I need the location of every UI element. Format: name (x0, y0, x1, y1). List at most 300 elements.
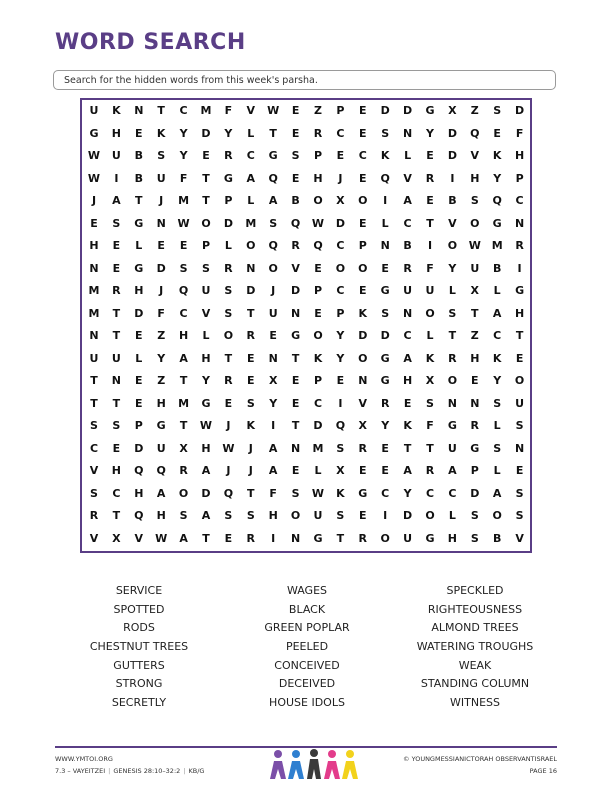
grid-letter[interactable]: K (246, 419, 256, 432)
grid-letter[interactable]: S (493, 396, 502, 410)
grid-letter[interactable]: E (135, 374, 143, 387)
grid-letter[interactable]: D (223, 216, 233, 230)
grid-letter[interactable]: V (246, 104, 256, 117)
grid-letter[interactable]: C (493, 329, 502, 342)
grid-letter[interactable]: C (246, 149, 255, 162)
grid-letter[interactable]: C (403, 329, 412, 342)
grid-letter[interactable]: D (380, 329, 390, 342)
grid-letter[interactable]: H (178, 329, 189, 342)
grid-letter[interactable]: N (290, 441, 301, 455)
grid-letter[interactable]: Y (269, 396, 278, 410)
grid-letter[interactable]: J (271, 284, 276, 297)
grid-letter[interactable]: G (268, 149, 278, 162)
grid-letter[interactable]: H (470, 351, 480, 365)
grid-letter[interactable]: W (468, 239, 481, 252)
grid-letter[interactable]: E (291, 464, 300, 477)
grid-letter[interactable]: V (515, 531, 524, 545)
grid-letter[interactable]: A (448, 464, 457, 477)
grid-letter[interactable]: D (313, 419, 323, 432)
grid-letter[interactable]: L (381, 216, 389, 230)
grid-letter[interactable]: A (268, 464, 278, 477)
grid-letter[interactable]: U (403, 284, 413, 297)
grid-letter[interactable]: Z (157, 374, 166, 387)
grid-letter[interactable]: A (492, 486, 502, 500)
grid-letter[interactable]: Q (268, 239, 278, 252)
grid-letter[interactable]: P (336, 306, 345, 320)
grid-letter[interactable]: P (313, 149, 323, 162)
grid-letter[interactable]: S (224, 284, 233, 297)
grid-letter[interactable]: R (313, 126, 323, 140)
grid-letter[interactable]: N (470, 396, 480, 410)
grid-letter[interactable]: Q (134, 464, 144, 477)
grid-letter[interactable]: S (291, 149, 300, 162)
grid-letter[interactable]: Z (470, 329, 479, 342)
grid-letter[interactable]: J (226, 419, 231, 432)
grid-letter[interactable]: S (90, 419, 98, 432)
grid-letter[interactable]: O (290, 509, 301, 522)
grid-letter[interactable]: A (112, 194, 121, 207)
grid-letter[interactable]: L (135, 351, 143, 365)
grid-letter[interactable]: V (403, 171, 412, 185)
grid-letter[interactable]: Q (313, 239, 323, 252)
grid-letter[interactable]: N (290, 306, 301, 320)
grid-letter[interactable]: U (447, 441, 457, 455)
grid-letter[interactable]: E (381, 441, 389, 455)
grid-letter[interactable]: Y (403, 486, 412, 500)
grid-letter[interactable]: I (338, 396, 343, 410)
grid-letter[interactable]: C (515, 194, 524, 207)
grid-letter[interactable]: S (470, 531, 479, 545)
grid-letter[interactable]: K (156, 126, 166, 140)
grid-letter[interactable]: D (403, 509, 413, 522)
grid-letter[interactable]: T (179, 374, 188, 387)
grid-letter[interactable]: H (156, 509, 166, 522)
grid-letter[interactable]: U (89, 351, 99, 365)
grid-letter[interactable]: N (268, 351, 278, 365)
grid-letter[interactable]: N (380, 239, 390, 252)
grid-letter[interactable]: J (91, 194, 97, 207)
grid-letter[interactable]: F (224, 104, 233, 117)
grid-letter[interactable]: H (470, 171, 480, 185)
grid-letter[interactable]: W (155, 531, 168, 545)
grid-letter[interactable]: R (179, 464, 188, 477)
grid-letter[interactable]: R (470, 419, 480, 432)
grid-letter[interactable]: F (179, 171, 188, 185)
grid-letter[interactable]: J (248, 441, 253, 455)
grid-letter[interactable]: T (247, 306, 255, 320)
grid-letter[interactable]: J (159, 194, 164, 207)
grid-letter[interactable]: P (224, 194, 233, 207)
grid-letter[interactable]: T (426, 216, 434, 230)
grid-letter[interactable]: T (112, 329, 121, 342)
grid-letter[interactable]: F (426, 419, 434, 432)
grid-letter[interactable]: Y (179, 126, 188, 140)
grid-letter[interactable]: H (156, 396, 166, 410)
grid-letter[interactable]: E (135, 126, 143, 140)
grid-letter[interactable]: E (336, 149, 345, 162)
grid-letter[interactable]: E (426, 194, 434, 207)
grid-letter[interactable]: G (492, 216, 502, 230)
grid-letter[interactable]: L (135, 239, 143, 252)
grid-letter[interactable]: R (246, 531, 256, 545)
grid-letter[interactable]: E (359, 464, 367, 477)
grid-letter[interactable]: E (247, 351, 255, 365)
grid-letter[interactable]: E (112, 261, 121, 275)
grid-letter[interactable]: R (358, 441, 368, 455)
grid-letter[interactable]: O (335, 261, 346, 275)
grid-letter[interactable]: S (157, 149, 166, 162)
grid-letter[interactable]: K (425, 351, 435, 365)
grid-letter[interactable]: E (135, 329, 143, 342)
grid-letter[interactable]: X (336, 464, 345, 477)
grid-letter[interactable]: C (313, 396, 323, 410)
grid-letter[interactable]: S (448, 306, 457, 320)
grid-letter[interactable]: G (156, 419, 166, 432)
grid-letter[interactable]: Y (448, 261, 457, 275)
grid-letter[interactable]: G (447, 419, 457, 432)
grid-letter[interactable]: K (403, 419, 412, 432)
grid-letter[interactable]: L (202, 329, 210, 342)
grid-letter[interactable]: V (134, 531, 144, 545)
grid-letter[interactable]: N (134, 104, 144, 117)
grid-letter[interactable]: J (226, 464, 231, 477)
grid-letter[interactable]: O (380, 531, 390, 545)
grid-letter[interactable]: G (201, 396, 211, 410)
grid-letter[interactable]: N (402, 306, 413, 320)
grid-letter[interactable]: S (470, 194, 479, 207)
grid-letter[interactable]: C (336, 284, 345, 297)
grid-letter[interactable]: L (224, 239, 232, 252)
grid-letter[interactable]: R (425, 171, 435, 185)
grid-letter[interactable]: E (336, 374, 345, 387)
grid-letter[interactable]: H (402, 374, 413, 387)
grid-letter[interactable]: A (179, 351, 188, 365)
grid-letter[interactable]: T (90, 396, 98, 410)
grid-letter[interactable]: P (201, 239, 211, 252)
grid-letter[interactable]: T (90, 374, 98, 387)
grid-letter[interactable]: L (314, 464, 322, 477)
grid-letter[interactable]: X (268, 374, 278, 387)
grid-letter[interactable]: U (156, 171, 166, 185)
grid-letter[interactable]: A (268, 441, 278, 455)
grid-letter[interactable]: G (358, 486, 368, 500)
grid-letter[interactable]: R (291, 239, 300, 252)
grid-letter[interactable]: Q (223, 486, 234, 500)
grid-letter[interactable]: K (380, 149, 390, 162)
grid-letter[interactable]: N (358, 374, 368, 387)
grid-letter[interactable]: R (515, 239, 524, 252)
grid-letter[interactable]: E (202, 149, 210, 162)
grid-letter[interactable]: X (470, 284, 480, 297)
grid-letter[interactable]: K (112, 104, 121, 117)
grid-letter[interactable]: X (448, 104, 457, 117)
grid-letter[interactable]: E (381, 464, 389, 477)
grid-letter[interactable]: S (381, 126, 390, 140)
grid-letter[interactable]: E (112, 441, 121, 455)
website-link[interactable]: WWW.YMTOI.ORG (55, 755, 113, 763)
grid-letter[interactable]: P (515, 171, 524, 185)
grid-letter[interactable]: B (492, 531, 502, 545)
grid-letter[interactable]: I (383, 509, 388, 522)
grid-letter[interactable]: L (493, 419, 501, 432)
grid-letter[interactable]: E (135, 396, 143, 410)
grid-letter[interactable]: D (380, 104, 390, 117)
grid-letter[interactable]: D (134, 306, 144, 320)
grid-letter[interactable]: S (246, 396, 255, 410)
grid-letter[interactable]: C (448, 486, 457, 500)
grid-letter[interactable]: C (179, 306, 188, 320)
grid-letter[interactable]: X (112, 531, 121, 545)
grid-letter[interactable]: R (224, 374, 233, 387)
grid-letter[interactable]: K (358, 306, 368, 320)
grid-letter[interactable]: I (427, 239, 433, 252)
grid-letter[interactable]: L (404, 149, 412, 162)
grid-letter[interactable]: R (246, 329, 256, 342)
grid-letter[interactable]: G (425, 104, 435, 117)
grid-letter[interactable]: U (425, 284, 435, 297)
grid-letter[interactable]: N (290, 531, 301, 545)
grid-letter[interactable]: C (403, 216, 412, 230)
grid-letter[interactable]: E (224, 531, 233, 545)
grid-letter[interactable]: W (199, 419, 213, 432)
grid-letter[interactable]: E (515, 464, 524, 477)
grid-letter[interactable]: Z (470, 104, 479, 117)
grid-letter[interactable]: T (269, 126, 277, 140)
grid-letter[interactable]: L (247, 194, 255, 207)
grid-letter[interactable]: G (515, 284, 525, 297)
grid-letter[interactable]: E (359, 284, 367, 297)
grid-letter[interactable]: O (313, 194, 323, 207)
grid-letter[interactable]: S (224, 306, 233, 320)
grid-letter[interactable]: V (470, 149, 480, 162)
grid-letter[interactable]: Y (224, 126, 233, 140)
grid-letter[interactable]: V (358, 396, 368, 410)
grid-letter[interactable]: A (492, 306, 502, 320)
grid-letter[interactable]: O (470, 216, 480, 230)
grid-letter[interactable]: K (336, 486, 345, 500)
grid-letter[interactable]: F (269, 486, 277, 500)
grid-letter[interactable]: Z (314, 104, 322, 117)
grid-letter[interactable]: M (245, 216, 257, 230)
grid-letter[interactable]: Q (470, 126, 480, 140)
grid-letter[interactable]: E (359, 509, 367, 522)
grid-letter[interactable]: Y (157, 351, 166, 365)
grid-letter[interactable]: G (89, 126, 99, 140)
grid-letter[interactable]: T (202, 171, 210, 185)
grid-letter[interactable]: L (493, 464, 501, 477)
grid-letter[interactable]: B (291, 194, 300, 207)
grid-letter[interactable]: D (201, 126, 211, 140)
grid-letter[interactable]: L (448, 509, 456, 522)
grid-letter[interactable]: W (87, 171, 101, 185)
grid-letter[interactable]: M (178, 396, 190, 410)
grid-letter[interactable]: E (112, 239, 121, 252)
grid-letter[interactable]: D (134, 441, 144, 455)
grid-letter[interactable]: S (515, 486, 524, 500)
grid-letter[interactable]: C (112, 486, 121, 500)
grid-letter[interactable]: H (111, 126, 121, 140)
grid-letter[interactable]: E (269, 329, 277, 342)
grid-letter[interactable]: T (448, 329, 457, 342)
grid-letter[interactable]: V (201, 306, 211, 320)
grid-letter[interactable]: Q (178, 284, 189, 297)
grid-letter[interactable]: O (514, 374, 525, 387)
grid-letter[interactable]: Q (290, 216, 301, 230)
grid-letter[interactable]: S (336, 441, 345, 455)
grid-letter[interactable]: Y (381, 419, 390, 432)
grid-letter[interactable]: G (380, 351, 390, 365)
grid-letter[interactable]: S (224, 509, 233, 522)
grid-letter[interactable]: R (112, 284, 121, 297)
grid-letter[interactable]: Y (179, 149, 188, 162)
grid-letter[interactable]: O (358, 194, 368, 207)
grid-letter[interactable]: E (359, 216, 367, 230)
grid-letter[interactable]: O (492, 509, 502, 522)
grid-letter[interactable]: D (358, 329, 368, 342)
grid-letter[interactable]: S (493, 441, 502, 455)
grid-letter[interactable]: W (311, 486, 325, 500)
grid-letter[interactable]: L (493, 284, 501, 297)
grid-letter[interactable]: S (291, 486, 300, 500)
grid-letter[interactable]: U (156, 441, 166, 455)
grid-letter[interactable]: D (447, 149, 457, 162)
grid-letter[interactable]: X (179, 441, 188, 455)
grid-letter[interactable]: G (223, 171, 233, 185)
grid-letter[interactable]: Y (336, 329, 345, 342)
grid-letter[interactable]: G (380, 284, 390, 297)
grid-letter[interactable]: D (403, 104, 413, 117)
grid-letter[interactable]: C (381, 486, 390, 500)
grid-letter[interactable]: H (447, 531, 457, 545)
grid-letter[interactable]: E (291, 374, 300, 387)
grid-letter[interactable]: R (89, 509, 99, 522)
grid-letter[interactable]: V (89, 464, 99, 477)
grid-letter[interactable]: U (89, 104, 99, 117)
grid-letter[interactable]: E (403, 396, 412, 410)
grid-letter[interactable]: P (470, 464, 479, 477)
grid-letter[interactable]: S (179, 509, 188, 522)
grid-letter[interactable]: H (268, 509, 278, 522)
grid-letter[interactable]: E (90, 216, 98, 230)
grid-letter[interactable]: P (313, 284, 323, 297)
grid-letter[interactable]: R (380, 396, 390, 410)
grid-letter[interactable]: G (425, 531, 435, 545)
grid-letter[interactable]: T (224, 351, 233, 365)
grid-letter[interactable]: C (179, 104, 188, 117)
grid-letter[interactable]: E (291, 104, 300, 117)
grid-letter[interactable]: T (471, 306, 479, 320)
grid-letter[interactable]: S (336, 509, 345, 522)
grid-letter[interactable]: P (336, 104, 345, 117)
grid-letter[interactable]: M (178, 194, 190, 207)
grid-letter[interactable]: V (89, 531, 99, 545)
grid-letter[interactable]: N (89, 261, 99, 275)
grid-letter[interactable]: E (381, 261, 389, 275)
grid-letter[interactable]: R (224, 149, 233, 162)
grid-letter[interactable]: O (425, 509, 435, 522)
grid-letter[interactable]: M (88, 306, 100, 320)
grid-letter[interactable]: I (271, 419, 276, 432)
grid-letter[interactable]: D (246, 284, 256, 297)
grid-letter[interactable]: A (201, 464, 211, 477)
grid-letter[interactable]: I (114, 171, 119, 185)
grid-letter[interactable]: E (314, 261, 322, 275)
grid-letter[interactable]: G (291, 329, 301, 342)
grid-letter[interactable]: A (156, 486, 166, 500)
grid-letter[interactable]: H (514, 306, 525, 320)
grid-letter[interactable]: Q (380, 171, 390, 185)
grid-letter[interactable]: D (335, 216, 345, 230)
grid-letter[interactable]: Y (336, 351, 345, 365)
grid-letter[interactable]: O (268, 261, 278, 275)
grid-letter[interactable]: T (291, 419, 300, 432)
grid-letter[interactable]: S (515, 419, 524, 432)
grid-letter[interactable]: Q (335, 419, 346, 432)
grid-letter[interactable]: U (111, 351, 121, 365)
grid-letter[interactable]: O (178, 486, 189, 500)
grid-letter[interactable]: N (514, 441, 525, 455)
grid-letter[interactable]: T (515, 329, 524, 342)
grid-letter[interactable]: B (134, 171, 143, 185)
grid-letter[interactable]: A (403, 194, 412, 207)
grid-letter[interactable]: I (383, 194, 388, 207)
grid-letter[interactable]: E (157, 239, 165, 252)
grid-letter[interactable]: S (112, 216, 121, 230)
grid-letter[interactable]: M (312, 441, 324, 455)
grid-letter[interactable]: A (179, 531, 188, 545)
grid-letter[interactable]: G (470, 441, 480, 455)
grid-letter[interactable]: N (156, 216, 166, 230)
grid-letter[interactable]: C (358, 149, 367, 162)
grid-letter[interactable]: B (448, 194, 457, 207)
grid-letter[interactable]: E (426, 149, 434, 162)
grid-letter[interactable]: V (291, 261, 300, 275)
grid-letter[interactable]: H (111, 464, 121, 477)
grid-letter[interactable]: C (89, 441, 99, 455)
grid-letter[interactable]: S (426, 396, 434, 410)
grid-letter[interactable]: E (493, 126, 501, 140)
grid-letter[interactable]: T (112, 306, 121, 320)
grid-letter[interactable]: L (426, 329, 434, 342)
grid-letter[interactable]: H (134, 284, 144, 297)
grid-letter[interactable]: T (112, 509, 121, 522)
grid-letter[interactable]: R (403, 261, 412, 275)
grid-letter[interactable]: F (157, 306, 165, 320)
grid-letter[interactable]: H (134, 486, 144, 500)
grid-letter[interactable]: U (470, 261, 480, 275)
grid-letter[interactable]: E (291, 171, 300, 185)
grid-letter[interactable]: O (358, 351, 368, 365)
grid-letter[interactable]: R (448, 351, 457, 365)
grid-letter[interactable]: A (403, 464, 412, 477)
grid-letter[interactable]: O (223, 329, 234, 342)
grid-letter[interactable]: L (247, 126, 255, 140)
grid-letter[interactable]: S (515, 509, 524, 522)
grid-letter[interactable]: Y (426, 126, 434, 140)
grid-letter[interactable]: W (222, 441, 235, 455)
grid-letter[interactable]: E (515, 351, 524, 365)
grid-letter[interactable]: U (313, 509, 323, 522)
grid-letter[interactable]: O (425, 306, 435, 320)
grid-letter[interactable]: J (338, 171, 343, 185)
grid-letter[interactable]: D (156, 261, 166, 275)
grid-letter[interactable]: F (426, 261, 434, 275)
grid-letter[interactable]: U (515, 396, 525, 410)
grid-letter[interactable]: L (448, 284, 456, 297)
grid-letter[interactable]: O (201, 216, 211, 230)
grid-letter[interactable]: I (450, 171, 455, 185)
grid-letter[interactable]: J (159, 284, 164, 297)
